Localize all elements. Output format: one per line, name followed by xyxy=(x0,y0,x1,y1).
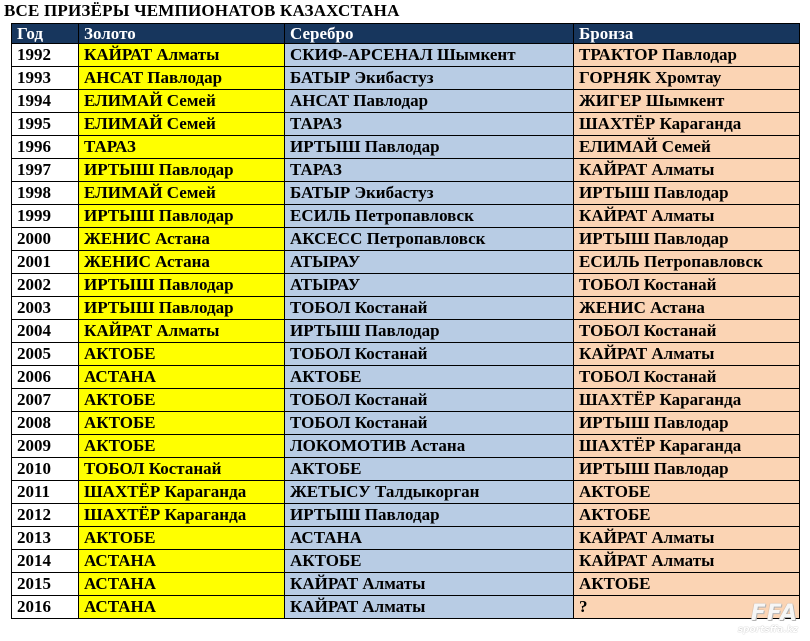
silver-cell: ИРТЫШ Павлодар xyxy=(285,320,574,343)
year-cell: 2001 xyxy=(12,251,79,274)
gold-cell: ТАРАЗ xyxy=(79,136,285,159)
bronze-cell: ШАХТЁР Караганда xyxy=(574,389,800,412)
year-cell: 2006 xyxy=(12,366,79,389)
bronze-cell: АКТОБЕ xyxy=(574,481,800,504)
gold-cell: АСТАНА xyxy=(79,573,285,596)
year-cell: 1992 xyxy=(12,44,79,67)
year-cell: 2007 xyxy=(12,389,79,412)
year-cell: 1998 xyxy=(12,182,79,205)
table-row xyxy=(12,274,800,297)
year-cell: 2016 xyxy=(12,596,79,619)
bronze-cell: ТРАКТОР Павлодар xyxy=(574,44,800,67)
gold-cell: ЖЕНИС Астана xyxy=(79,251,285,274)
silver-cell: ИРТЫШ Павлодар xyxy=(285,136,574,159)
ffa-logo: FFA xyxy=(750,601,798,626)
bronze-cell: ШАХТЁР Караганда xyxy=(574,435,800,458)
bronze-cell: ЖЕНИС Астана xyxy=(574,297,800,320)
medalists-table xyxy=(11,23,800,619)
table-row xyxy=(12,136,800,159)
table-row xyxy=(12,527,800,550)
silver-cell: ТОБОЛ Костанай xyxy=(285,297,574,320)
bronze-cell: ЕСИЛЬ Петропавловск xyxy=(574,251,800,274)
year-cell: 1997 xyxy=(12,159,79,182)
bronze-cell: КАЙРАТ Алматы xyxy=(574,343,800,366)
bronze-cell: КАЙРАТ Алматы xyxy=(574,159,800,182)
watermark-site: sportsffa.kz xyxy=(737,625,798,635)
gold-cell: КАЙРАТ Алматы xyxy=(79,320,285,343)
gold-cell: АСТАНА xyxy=(79,366,285,389)
table-row xyxy=(12,90,800,113)
silver-cell: СКИФ-АРСЕНАЛ Шымкент xyxy=(285,44,574,67)
year-cell: 2014 xyxy=(12,550,79,573)
table-row xyxy=(12,481,800,504)
silver-cell: ЛОКОМОТИВ Астана xyxy=(285,435,574,458)
silver-cell: БАТЫР Экибастуз xyxy=(285,182,574,205)
table-header-row xyxy=(12,24,800,44)
gold-cell: ШАХТЁР Караганда xyxy=(79,481,285,504)
bronze-cell: ГОРНЯК Хромтау xyxy=(574,67,800,90)
bronze-cell: ИРТЫШ Павлодар xyxy=(574,182,800,205)
year-cell: 2011 xyxy=(12,481,79,504)
year-cell: 2004 xyxy=(12,320,79,343)
table-row xyxy=(12,297,800,320)
table-row xyxy=(12,113,800,136)
header-gold: Золото xyxy=(79,24,285,44)
gold-cell: АКТОБЕ xyxy=(79,435,285,458)
table-row xyxy=(12,504,800,527)
gold-cell: ЕЛИМАЙ Семей xyxy=(79,90,285,113)
silver-cell: ИРТЫШ Павлодар xyxy=(285,504,574,527)
silver-cell: ЖЕТЫСУ Талдыкорган xyxy=(285,481,574,504)
bronze-cell: ТОБОЛ Костанай xyxy=(574,366,800,389)
gold-cell: АСТАНА xyxy=(79,596,285,619)
table-row xyxy=(12,458,800,481)
gold-cell: ЖЕНИС Астана xyxy=(79,228,285,251)
year-cell: 2010 xyxy=(12,458,79,481)
table-row xyxy=(12,205,800,228)
silver-cell: КАЙРАТ Алматы xyxy=(285,596,574,619)
table-row xyxy=(12,412,800,435)
table-row xyxy=(12,573,800,596)
year-cell: 2002 xyxy=(12,274,79,297)
gold-cell: КАЙРАТ Алматы xyxy=(79,44,285,67)
silver-cell: АТЫРАУ xyxy=(285,251,574,274)
gold-cell: АСТАНА xyxy=(79,550,285,573)
gold-cell: АНСАТ Павлодар xyxy=(79,67,285,90)
year-cell: 1993 xyxy=(12,67,79,90)
silver-cell: АНСАТ Павлодар xyxy=(285,90,574,113)
header-bronze: Бронза xyxy=(574,24,800,44)
gold-cell: ТОБОЛ Костанай xyxy=(79,458,285,481)
silver-cell: ЕСИЛЬ Петропавловск xyxy=(285,205,574,228)
bronze-cell: ТОБОЛ Костанай xyxy=(574,320,800,343)
table-row xyxy=(12,251,800,274)
silver-cell: АКСЕСС Петропавловск xyxy=(285,228,574,251)
bronze-cell: АКТОБЕ xyxy=(574,573,800,596)
silver-cell: АКТОБЕ xyxy=(285,458,574,481)
table-row xyxy=(12,320,800,343)
silver-cell: ТОБОЛ Костанай xyxy=(285,343,574,366)
gold-cell: ШАХТЁР Караганда xyxy=(79,504,285,527)
silver-cell: ТАРАЗ xyxy=(285,113,574,136)
gold-cell: АКТОБЕ xyxy=(79,343,285,366)
silver-cell: АТЫРАУ xyxy=(285,274,574,297)
bronze-cell: ИРТЫШ Павлодар xyxy=(574,458,800,481)
gold-cell: ЕЛИМАЙ Семей xyxy=(79,182,285,205)
table-row xyxy=(12,596,800,619)
gold-cell: ИРТЫШ Павлодар xyxy=(79,205,285,228)
table-row xyxy=(12,435,800,458)
ffa-watermark xyxy=(712,601,800,635)
gold-cell: ЕЛИМАЙ Семей xyxy=(79,113,285,136)
table-row xyxy=(12,228,800,251)
bronze-cell: ИРТЫШ Павлодар xyxy=(574,228,800,251)
gold-cell: ИРТЫШ Павлодар xyxy=(79,274,285,297)
year-cell: 2012 xyxy=(12,504,79,527)
header-year: Год xyxy=(12,24,79,44)
year-cell: 1995 xyxy=(12,113,79,136)
silver-cell: АКТОБЕ xyxy=(285,366,574,389)
year-cell: 1994 xyxy=(12,90,79,113)
table-row xyxy=(12,182,800,205)
silver-cell: БАТЫР Экибастуз xyxy=(285,67,574,90)
silver-cell: КАЙРАТ Алматы xyxy=(285,573,574,596)
bronze-cell: ШАХТЁР Караганда xyxy=(574,113,800,136)
table-row xyxy=(12,159,800,182)
header-silver: Серебро xyxy=(285,24,574,44)
year-cell: 2015 xyxy=(12,573,79,596)
silver-cell: АКТОБЕ xyxy=(285,550,574,573)
gold-cell: ИРТЫШ Павлодар xyxy=(79,159,285,182)
bronze-cell: КАЙРАТ Алматы xyxy=(574,527,800,550)
year-cell: 2003 xyxy=(12,297,79,320)
bronze-cell: ИРТЫШ Павлодар xyxy=(574,412,800,435)
silver-cell: ТОБОЛ Костанай xyxy=(285,412,574,435)
year-cell: 2008 xyxy=(12,412,79,435)
year-cell: 2009 xyxy=(12,435,79,458)
silver-cell: ТАРАЗ xyxy=(285,159,574,182)
table-row xyxy=(12,366,800,389)
table-row xyxy=(12,67,800,90)
bronze-cell: АКТОБЕ xyxy=(574,504,800,527)
silver-cell: АСТАНА xyxy=(285,527,574,550)
bronze-cell: ЖИГЕР Шымкент xyxy=(574,90,800,113)
bronze-cell: ТОБОЛ Костанай xyxy=(574,274,800,297)
gold-cell: АКТОБЕ xyxy=(79,527,285,550)
table-row xyxy=(12,550,800,573)
silver-cell: ТОБОЛ Костанай xyxy=(285,389,574,412)
table-row xyxy=(12,343,800,366)
table-row xyxy=(12,389,800,412)
gold-cell: АКТОБЕ xyxy=(79,412,285,435)
year-cell: 1999 xyxy=(12,205,79,228)
year-cell: 2005 xyxy=(12,343,79,366)
gold-cell: ИРТЫШ Павлодар xyxy=(79,297,285,320)
bronze-cell: КАЙРАТ Алматы xyxy=(574,205,800,228)
bronze-cell: ? xyxy=(574,596,800,619)
year-cell: 1996 xyxy=(12,136,79,159)
bronze-cell: КАЙРАТ Алматы xyxy=(574,550,800,573)
gold-cell: АКТОБЕ xyxy=(79,389,285,412)
year-cell: 2013 xyxy=(12,527,79,550)
table-row xyxy=(12,44,800,67)
year-cell: 2000 xyxy=(12,228,79,251)
bronze-cell: ЕЛИМАЙ Семей xyxy=(574,136,800,159)
page-title: ВСЕ ПРИЗЁРЫ ЧЕМПИОНАТОВ КАЗАХСТАНА xyxy=(4,1,400,20)
